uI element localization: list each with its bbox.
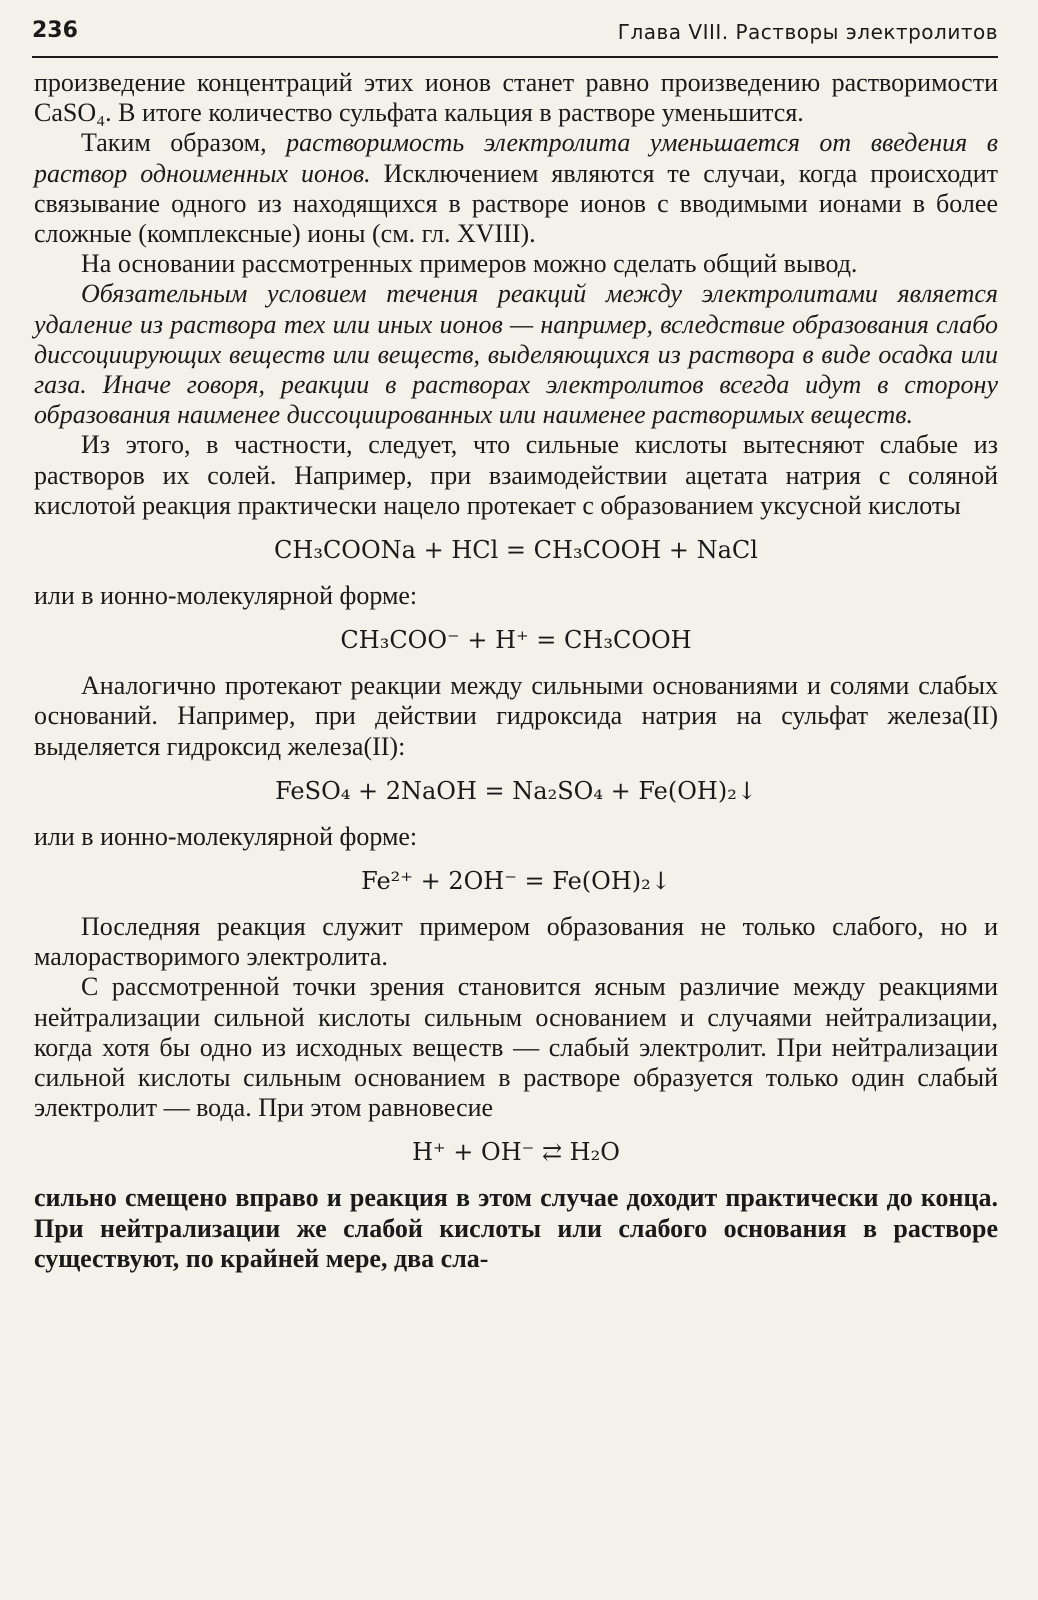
equation-water-equilibrium: H⁺ + OH⁻ ⇄ H₂O	[412, 1138, 620, 1167]
paragraph-strong-bases: Аналогично протекают реакции между сильными основаниями и солями слабых оснований. Например, при действии гидроксида натрия на сульфат железа(II) выделяется гидроксид железа(II):	[34, 671, 998, 761]
paragraph-tail: Исключением являются те случаи, когда происходит связывание одного из находящихся в растворе ионов с вводимыми ионами в более сложные (комплексные) ионы (см. гл. XVIII).	[34, 158, 998, 249]
page-number: 236	[32, 18, 78, 43]
paragraph-continuation: произведение концентраций этих ионов станет равно произведению растворимости CaSO₄. В итоге количество сульфата кальция в растворе уменьшится.	[34, 68, 998, 128]
paragraph-lead: Таким образом,	[81, 128, 287, 158]
paragraph-last-reaction: Последняя реакция служит примером образования не только слабого, но и малорастворимого электролита.	[34, 912, 998, 972]
paragraph-general-rule: Обязательным условием течения реакций между электролитами является удаление из раствора тех или иных ионов — например, вследствие образования слабо диссоциирующих веществ или веществ, выделяющихся из раствора в виде осадка или газа. Иначе говоря, реакции в растворах электролитов всегда идут в сторону образования наименее диссоциированных или наименее растворимых веществ.	[34, 279, 998, 430]
equation-acetate-ionic: CH₃COO⁻ + H⁺ = CH₃COOH	[340, 626, 692, 655]
equation-iron-molecular: FeSO₄ + 2NaOH = Na₂SO₄ + Fe(OH)₂↓	[275, 776, 757, 805]
equation-iron-ionic: Fe²⁺ + 2OH⁻ = Fe(OH)₂↓	[361, 867, 671, 896]
paragraph-conclusion-intro: На основании рассмотренных примеров можно сделать общий вывод.	[81, 249, 858, 279]
equation-acetate-molecular: CH₃COONa + HCl = CH₃COOH + NaCl	[274, 536, 758, 565]
paragraph-ionic-form-2: или в ионно-молекулярной форме:	[34, 821, 418, 851]
paragraph-final: сильно смещено вправо и реакция в этом случае доходит практически до конца. При нейтрализации же слабой кислоты или слабого основания в растворе существуют, по крайней мере, два сла-	[34, 1183, 998, 1273]
emphasis-common-ion-rule: растворимость электролита уменьшается от введения в раствор одноименных ионов.	[34, 128, 998, 188]
paragraph-ionic-form-1: или в ионно-молекулярной форме:	[34, 581, 418, 611]
running-header	[32, 16, 998, 58]
paragraph-common-ion	[34, 128, 998, 249]
page-body	[34, 68, 998, 1274]
paragraph-strong-acids: Из этого, в частности, следует, что сильные кислоты вытесняют слабые из растворов их солей. Например, при взаимодействии ацетата натрия с соляной кислотой реакция практически нацело протекает с образованием уксусной кислоты	[34, 430, 998, 520]
chapter-title: Глава VIII. Растворы электролитов	[617, 20, 998, 44]
paragraph-neutralization: С рассмотренной точки зрения становится ясным различие между реакциями нейтрализации сильной кислоты сильным основанием и случаями нейтрализации, когда хотя бы одно из исходных веществ — слабый электролит. При нейтрализации сильной кислоты сильным основанием в растворе образуется только один слабый электролит — вода. При этом равновесие	[34, 972, 998, 1123]
